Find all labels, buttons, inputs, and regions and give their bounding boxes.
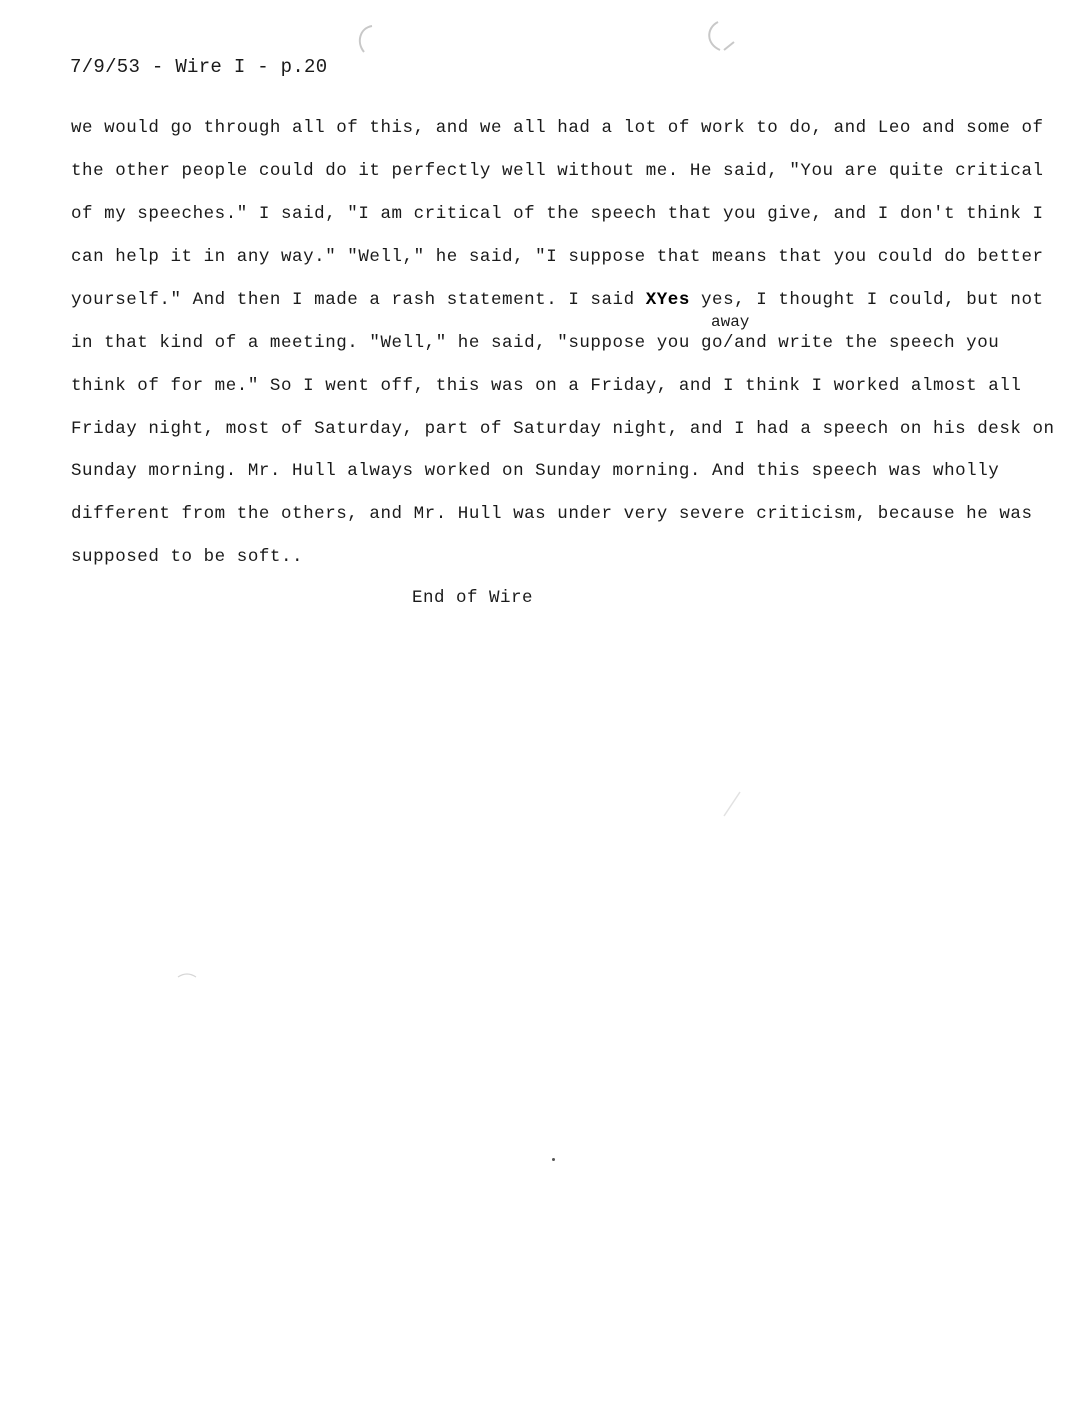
punch-mark-left [350,22,380,56]
text-line-1: we would go through all of this, and we all had a lot of work to do, and Leo and some of [71,118,1044,138]
struck-out-word: XYes [645,290,690,310]
handwritten-insertion: away [711,313,750,331]
text-line-9: Sunday morning. Mr. Hull always worked on Sunday morning. And this speech was wholly [71,461,1000,481]
text-line-7: think of for me." So I went off, this was on a Friday, and I think I worked almost all [71,376,1022,396]
paper-speck-3 [552,1158,555,1161]
text-line-8: Friday night, most of Saturday, part of Saturday night, and I had a speech on his desk on [71,419,1055,439]
text-line-5-end: yes, I thought I could, but not [689,290,1044,310]
text-line-11: supposed to be soft.. [71,547,304,567]
text-line-5 [71,290,1044,310]
end-of-wire-label: End of Wire [412,588,534,608]
text-line-6: in that kind of a meeting. "Well," he said, "suppose you go/and write the speech you [71,333,1000,353]
punch-mark-right [700,18,740,58]
text-line-3: of my speeches." I said, "I am critical of the speech that you give, and I don't think I [71,204,1044,224]
text-line-4: can help it in any way." "Well," he said, "I suppose that means that you could do better [71,247,1044,267]
page-header: 7/9/53 - Wire I - p.20 [70,56,328,78]
paper-speck-2 [176,972,198,980]
paper-speck-1 [720,790,744,820]
text-line-2: the other people could do it perfectly well without me. He said, "You are quite critical [71,161,1044,181]
text-line-10: different from the others, and Mr. Hull was under very severe criticism, because he was [71,504,1033,524]
text-line-5-start: yourself." And then I made a rash statement. I said [71,290,635,310]
